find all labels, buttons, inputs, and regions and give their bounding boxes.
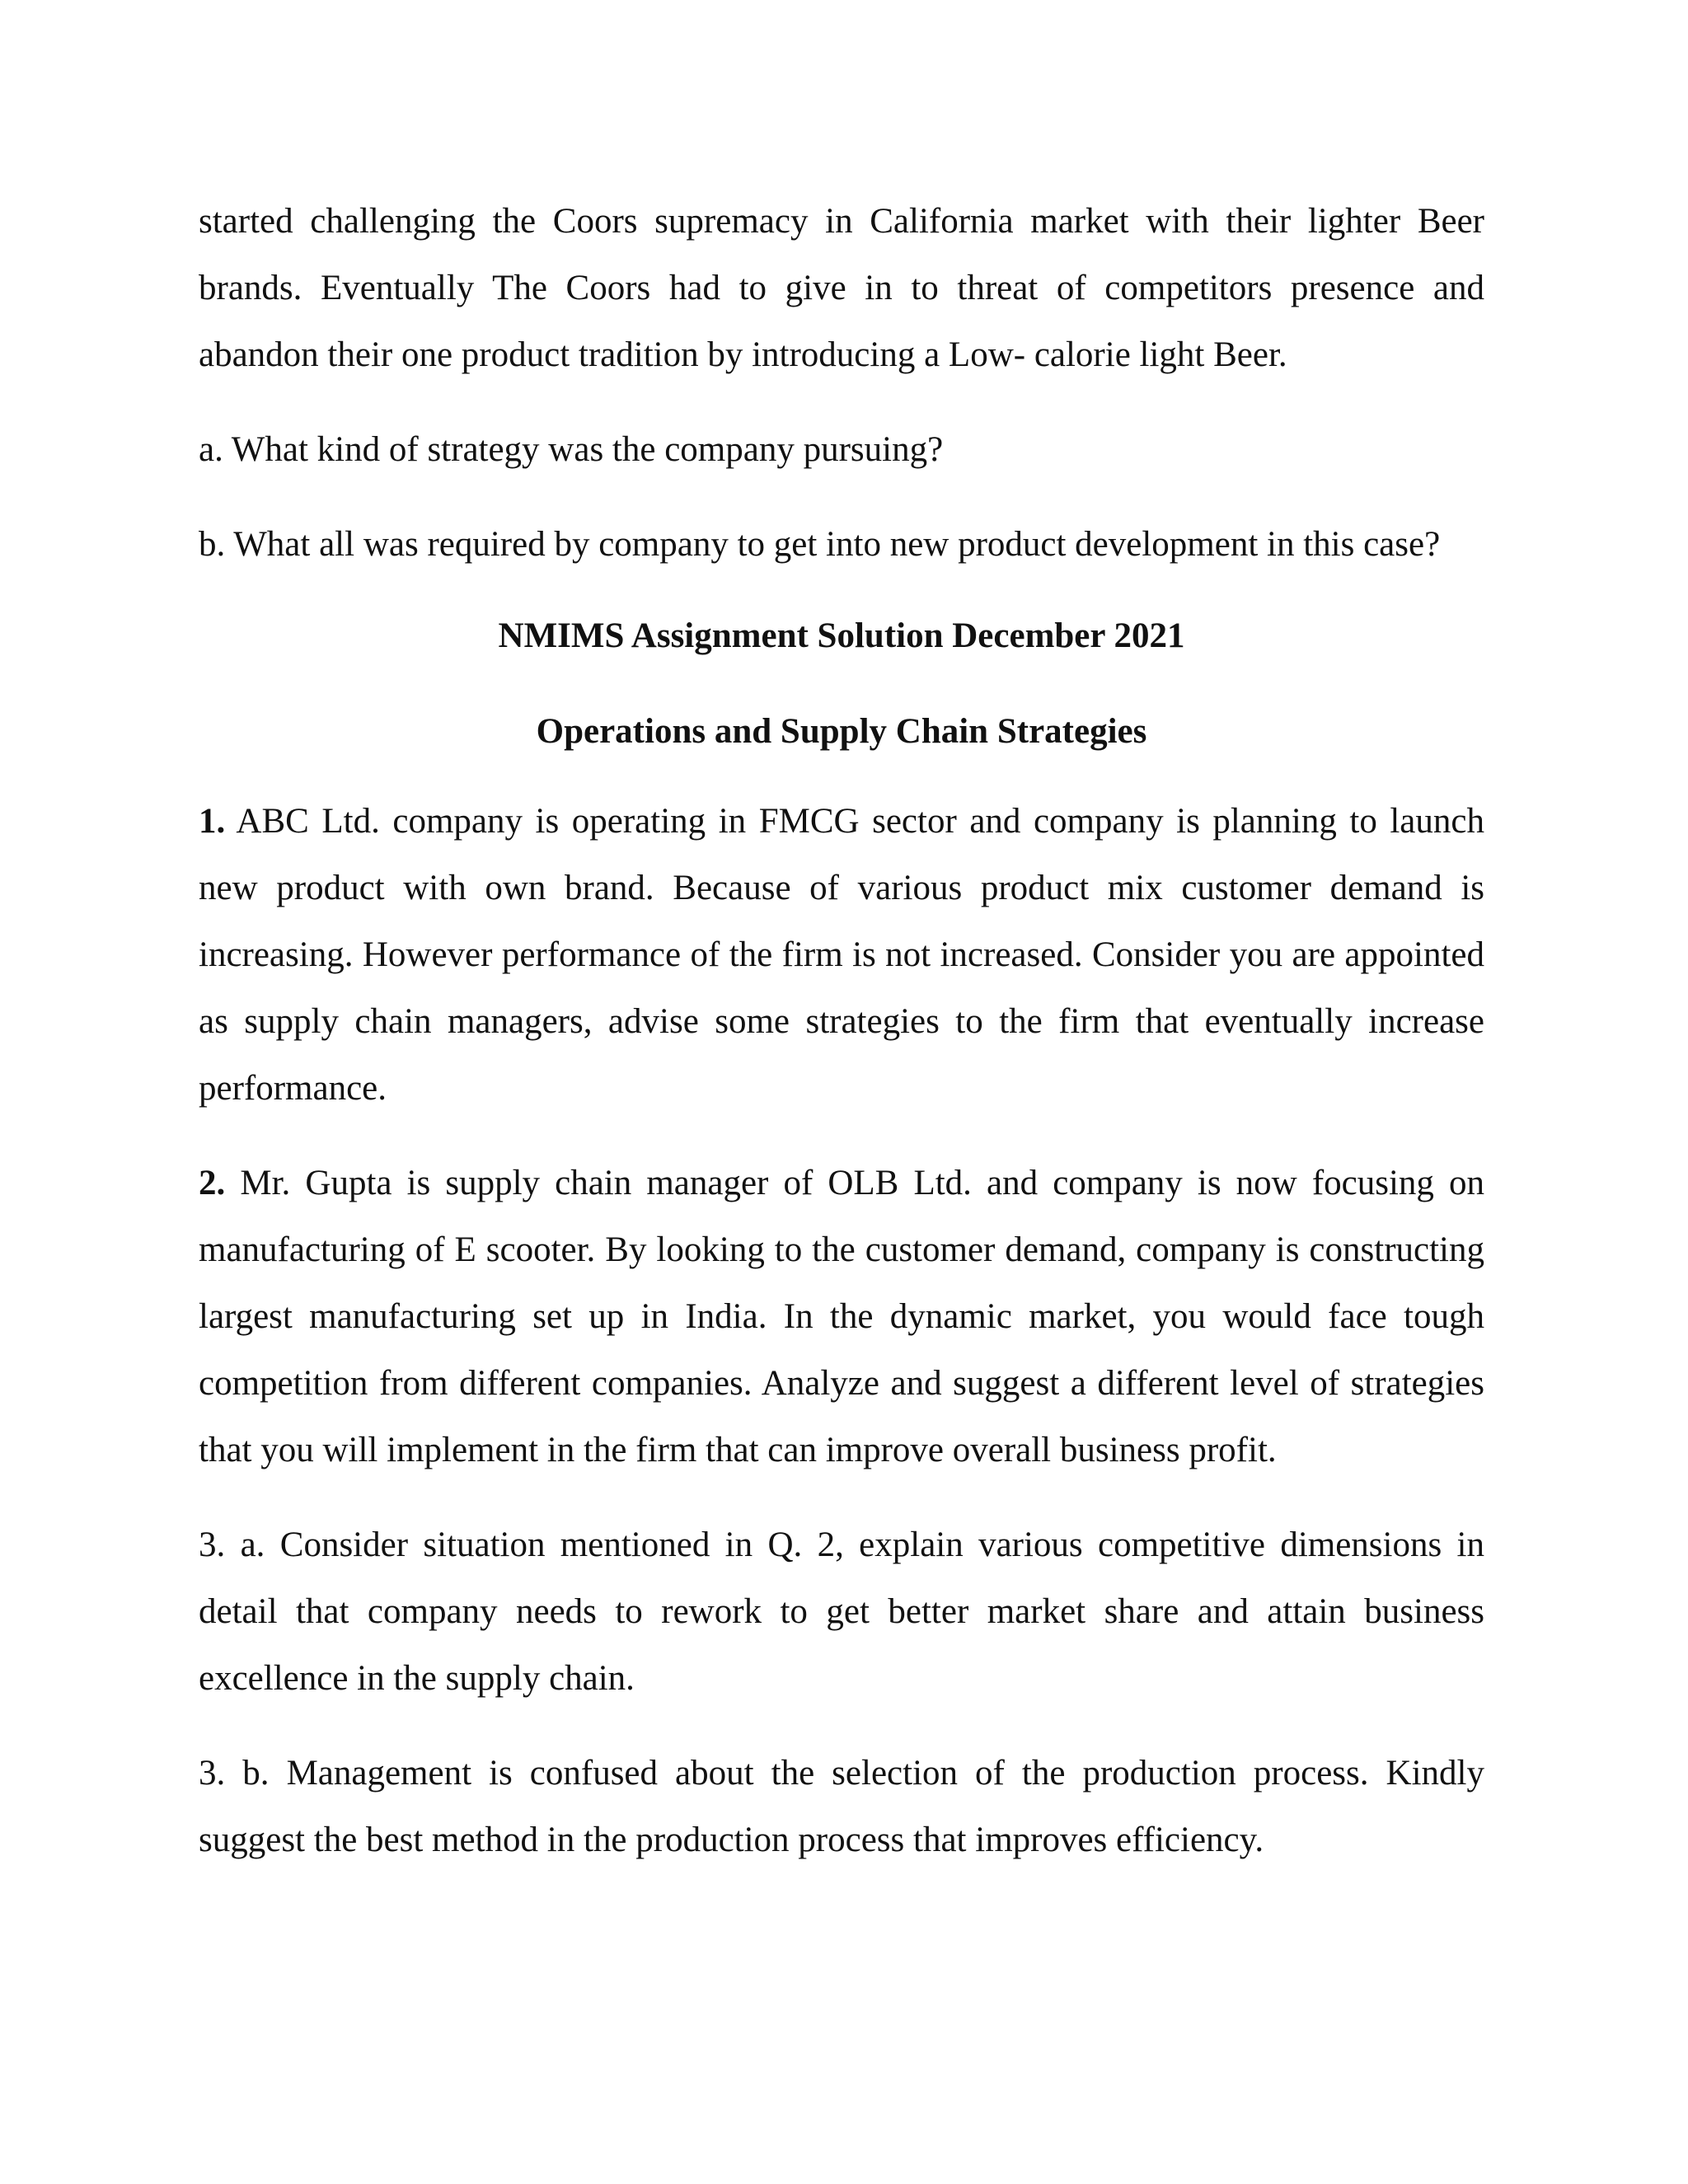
- assignment-heading: NMIMS Assignment Solution December 2021: [498, 616, 1185, 655]
- question-a: a. What kind of strategy was the company pursuing?: [199, 430, 944, 469]
- subject-heading: Operations and Supply Chain Strategies: [536, 712, 1147, 751]
- question-b: b. What all was required by company to get into new product development in this case?: [199, 525, 1441, 564]
- question-2-text: Mr. Gupta is supply chain manager of OLB Ltd. and company is now focusing on manufacturing of E scooter. By looking to the customer demand, company is constructing largest manufacturing set up in India. In the dynamic market, you would face tough competition from different companies. Analyze and suggest a different level of strategies that you will implement in the firm that can improve overall business profit.: [199, 1164, 1485, 1469]
- question-3a: 3. a. Consider situation mentioned in Q. 2, explain various competitive dimensions in detail that company needs to rework to get better market share and attain business excellence in the supply chain.: [199, 1526, 1484, 1698]
- question-1: [199, 788, 1484, 1122]
- question-2-number: 2.: [199, 1164, 226, 1202]
- question-2: [199, 1150, 1484, 1483]
- question-1-text: ABC Ltd. company is operating in FMCG sector and company is planning to launch new product with own brand. Because of various product mix customer demand is increasing. However performance of the firm is not increased. Consider you are appointed as supply chain managers, advise some strategies to the firm that eventually increase performance.: [199, 802, 1484, 1108]
- intro-paragraph: started challenging the Coors supremacy in California market with their lighter Beer brands. Eventually The Coors had to give in to threat of competitors presence and abandon their one product tradition by introducing a Low- calorie light Beer.: [199, 202, 1484, 374]
- question-1-number: 1.: [199, 802, 226, 841]
- question-3b: 3. b. Management is confused about the selection of the production process. Kindly suggest the best method in the production process that improves efficiency.: [199, 1754, 1484, 1859]
- document-content: [199, 188, 1484, 1873]
